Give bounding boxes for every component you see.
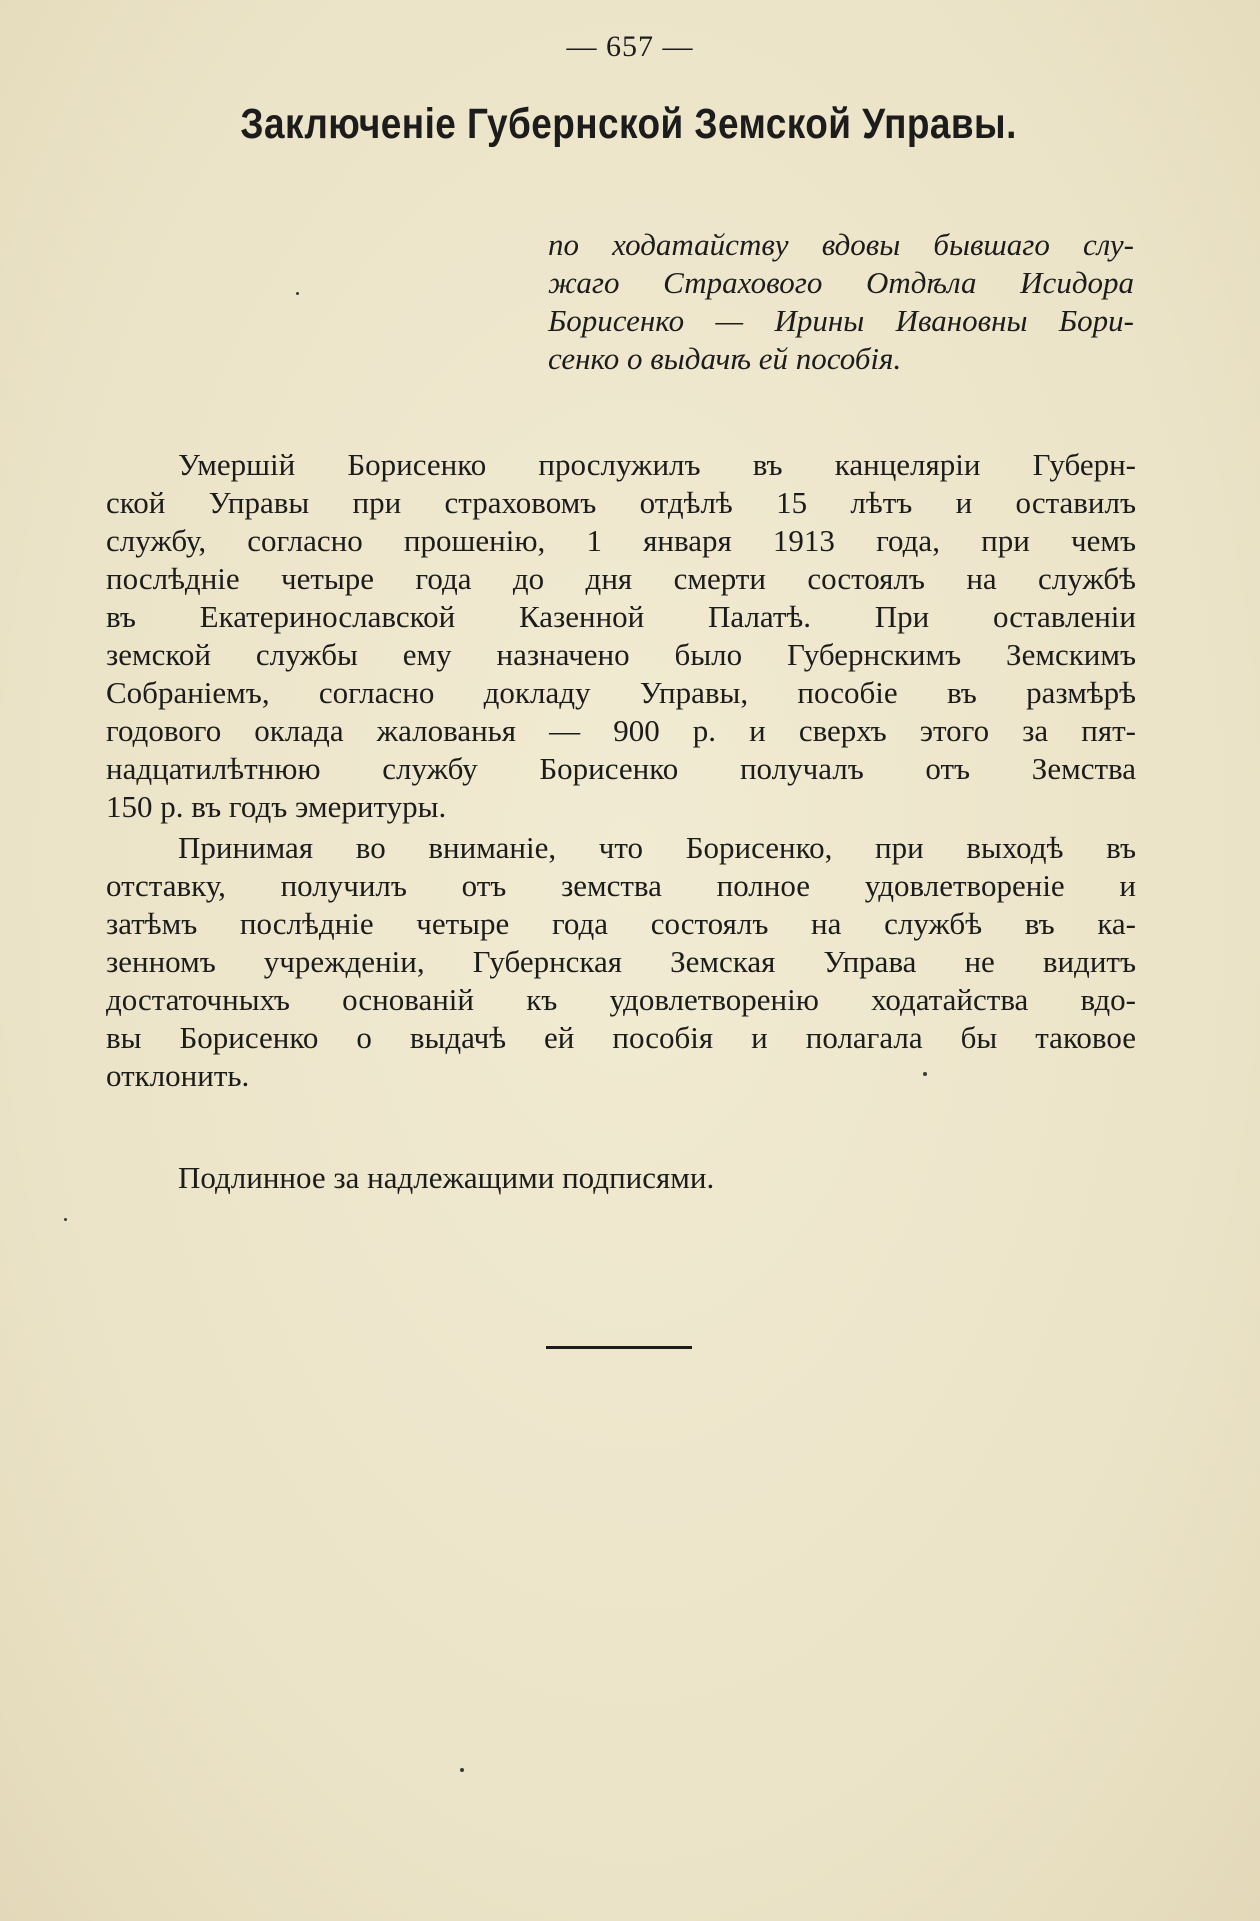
text-line: ской Управы при страховомъ отдѣлѣ 15 лѣтъ и оставилъ <box>106 485 1136 520</box>
text-line: земской службы ему назначено было Губернскимъ Земскимъ <box>106 637 1136 672</box>
subject-line: Борисенко — Ирины Ивановны Бори- <box>548 303 1134 338</box>
text-line: 150 р. въ годъ эмеритуры. <box>106 789 447 824</box>
text-line: послѣднiе четыре года до дня смерти состоялъ на службѣ <box>106 561 1136 596</box>
text-line: службу, согласно прошенiю, 1 января 1913 года, при чемъ <box>106 523 1136 558</box>
text-line: отставку, получилъ отъ земства полное удовлетворенiе и <box>106 868 1136 903</box>
text-line: Умершiй Борисенко прослужилъ въ канцелярiи Губерн- <box>178 447 1136 482</box>
paper-speck <box>460 1768 464 1772</box>
subject-block <box>548 226 1134 378</box>
text-line: вы Борисенко о выдачѣ ей пособiя и полагала бы таковое <box>106 1020 1136 1055</box>
paper-speck <box>296 292 299 295</box>
subject-line: по ходатайству вдовы бывшаго слу- <box>548 227 1134 262</box>
text-line: Собранiемъ, согласно докладу Управы, пособiе въ размѣрѣ <box>106 675 1136 710</box>
paper-speck <box>64 1218 67 1221</box>
text-line: Принимая во вниманiе, что Борисенко, при выходѣ въ <box>178 830 1136 865</box>
text-line: достаточныхъ основанiй къ удовлетворенiю ходатайства вдо- <box>106 982 1136 1017</box>
paper-speck <box>923 1072 927 1076</box>
paragraph-1 <box>106 446 1136 826</box>
signature-note: Подлинное за надлежащими подписями. <box>178 1160 715 1195</box>
end-rule <box>546 1346 692 1349</box>
subject-line: жагo Страхового Отдѣла Исидора <box>548 265 1134 300</box>
text-line: зенномъ учрежденiи, Губернская Земская Управа не видитъ <box>106 944 1136 979</box>
paragraph-2 <box>106 829 1136 1095</box>
text-line: надцатилѣтнюю службу Борисенко получалъ отъ Земства <box>106 751 1136 786</box>
text-line: отклонить. <box>106 1058 250 1093</box>
subject-line: сенко о выдачѣ ей пособiя. <box>548 341 902 376</box>
text-line: годового оклада жалованья — 900 р. и сверхъ этого за пят- <box>106 713 1136 748</box>
text-line: затѣмъ послѣднiе четыре года состоялъ на службѣ въ ка- <box>106 906 1136 941</box>
text-line: въ Екатеринославской Казенной Палатѣ. При оставленiи <box>106 599 1136 634</box>
document-title: Заключенiе Губернской Земской Управы. <box>240 100 1017 148</box>
page-number: — 657 — <box>566 30 694 63</box>
